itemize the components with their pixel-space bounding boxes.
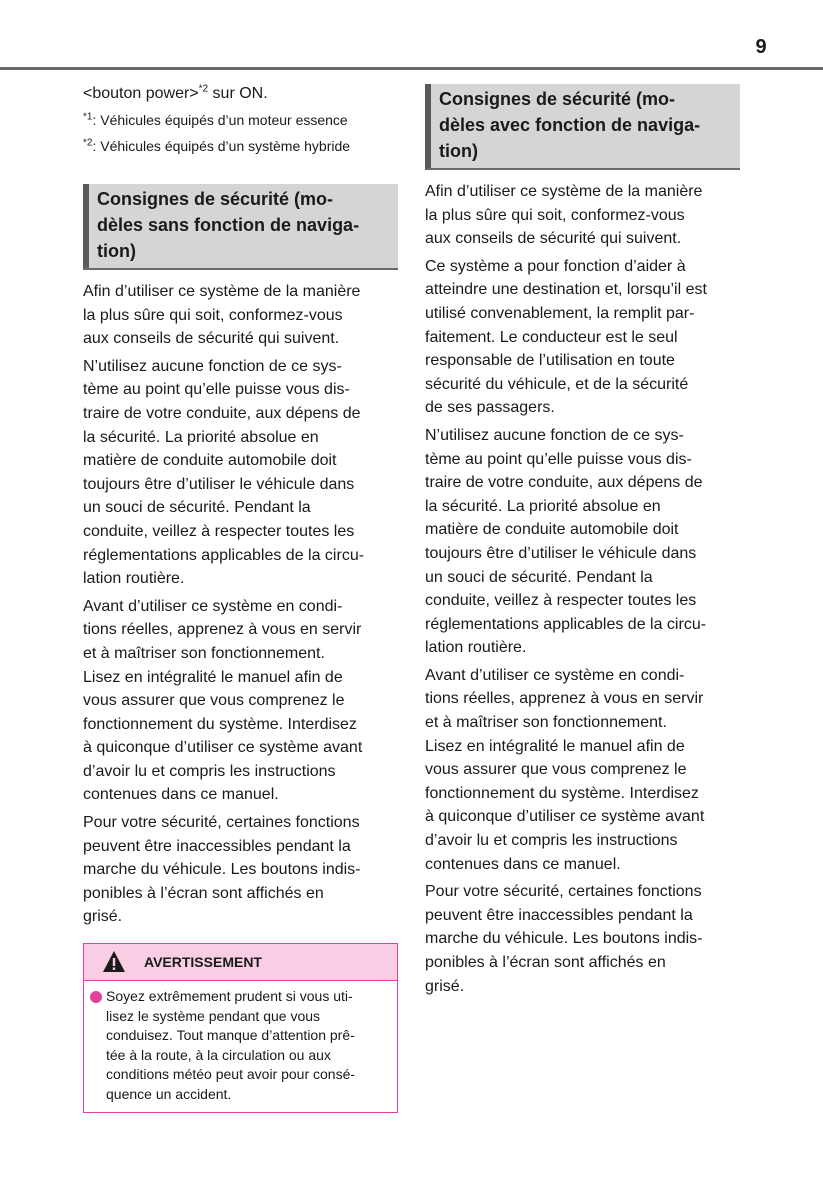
text-line: faitement. Le conducteur est le seul bbox=[425, 328, 678, 346]
text-line: la sécurité. La priorité absolue en bbox=[425, 497, 661, 515]
text-line: Ce système a pour fonction d’aider à bbox=[425, 257, 686, 275]
text-line: lation routière. bbox=[425, 639, 527, 657]
footnote-1-text: : Véhicules équipés d’un moteur essence bbox=[92, 112, 348, 128]
page-number: 9 bbox=[755, 36, 767, 58]
text-line: lisez le système pendant que vous bbox=[106, 1007, 321, 1024]
text-line: tée à la route, à la circulation ou aux bbox=[106, 1046, 331, 1063]
text-line: vous assurer que vous comprenez le bbox=[425, 761, 687, 779]
bullet-icon bbox=[90, 991, 102, 1003]
text-line: matière de conduite automobile doit bbox=[83, 452, 337, 470]
text-line: Pour votre sécurité, certaines fonctions bbox=[83, 814, 360, 832]
text-line: aux conseils de sécurité qui suivent. bbox=[425, 230, 682, 248]
paragraph-disabled-functions bbox=[425, 880, 740, 998]
text-line: aux conseils de sécurité qui suivent. bbox=[83, 330, 340, 348]
text-line: atteindre une destination et, lorsqu’il est bbox=[425, 281, 707, 299]
text-line: contenues dans ce manuel. bbox=[83, 786, 279, 804]
text-line: conditions météo peut avoir pour consé- bbox=[106, 1066, 356, 1083]
text-line: et à maîtriser son fonctionnement. bbox=[425, 714, 667, 732]
intro-suffix: sur ON. bbox=[208, 85, 268, 102]
text-line: ponibles à l’écran sont affichés en bbox=[83, 884, 324, 902]
text-line: traire de votre conduite, aux dépens de bbox=[425, 474, 703, 492]
paragraph-learn-before-use bbox=[425, 664, 740, 876]
paragraph-distraction bbox=[425, 424, 740, 660]
section-heading-with-navigation bbox=[425, 84, 740, 170]
section-heading-without-navigation bbox=[83, 184, 398, 270]
paragraph-system-purpose bbox=[425, 255, 740, 420]
text-line: la plus sûre qui soit, conformez-vous bbox=[83, 306, 343, 324]
warning-header bbox=[84, 944, 397, 981]
text-line: à quiconque d’utiliser ce système avant bbox=[83, 739, 363, 757]
text-line: responsable de l’utilisation en toute bbox=[425, 352, 675, 370]
text-line: un souci de sécurité. Pendant la bbox=[83, 499, 311, 517]
text-line: toujours être d’utiliser le véhicule dans bbox=[83, 475, 355, 493]
text-line: lation routière. bbox=[83, 570, 185, 588]
text-line: d’avoir lu et compris les instructions bbox=[425, 832, 678, 850]
heading-line: dèles avec fonction de naviga- bbox=[439, 115, 701, 135]
warning-box bbox=[83, 943, 398, 1113]
text-line: Avant d’utiliser ce système en condi- bbox=[425, 666, 685, 684]
text-line: tions réelles, apprenez à vous en servir bbox=[83, 621, 362, 639]
text-line: de ses passagers. bbox=[425, 399, 555, 417]
text-line: peuvent être inaccessibles pendant la bbox=[83, 837, 351, 855]
header-rule bbox=[0, 67, 823, 70]
footnote-1 bbox=[83, 110, 398, 130]
text-line: Afin d’utiliser ce système de la manière bbox=[425, 183, 703, 200]
heading-line: tion) bbox=[439, 141, 478, 161]
text-line: Lisez en intégralité le manuel afin de bbox=[83, 668, 343, 686]
footnote-2-mark: *2 bbox=[83, 137, 93, 149]
paragraph-learn-before-use bbox=[83, 595, 398, 807]
text-line: ponibles à l’écran sont affichés en bbox=[425, 954, 666, 971]
right-column bbox=[425, 84, 740, 1002]
intro-prefix: <bouton power> bbox=[83, 85, 199, 102]
warning-triangle-icon bbox=[102, 950, 126, 974]
text-line: matière de conduite automobile doit bbox=[425, 521, 679, 539]
paragraph-intro bbox=[425, 180, 740, 251]
text-line: toujours être d’utiliser le véhicule dans bbox=[425, 544, 697, 562]
text-line: utilisé convenablement, la remplit par- bbox=[425, 304, 695, 322]
paragraph-intro bbox=[83, 280, 398, 351]
text-line: marche du véhicule. Les boutons indis- bbox=[425, 930, 703, 948]
heading-line: Consignes de sécurité (mo- bbox=[439, 89, 676, 109]
text-line: sécurité du véhicule, et de la sécurité bbox=[425, 375, 689, 393]
text-line: N’utilisez aucune fonction de ce sys- bbox=[83, 357, 342, 375]
paragraph-distraction bbox=[83, 355, 398, 591]
text-line: Soyez extrêmement prudent si vous uti- bbox=[106, 988, 353, 1005]
text-line: grisé. bbox=[425, 977, 465, 995]
text-line: réglementations applicables de la circu- bbox=[83, 546, 365, 564]
text-line: la sécurité. La priorité absolue en bbox=[83, 428, 319, 446]
text-line: un souci de sécurité. Pendant la bbox=[425, 568, 653, 586]
paragraph-disabled-functions bbox=[83, 811, 398, 929]
text-line: N’utilisez aucune fonction de ce sys- bbox=[425, 426, 684, 444]
text-line: la plus sûre qui soit, conformez-vous bbox=[425, 206, 685, 224]
text-line: quence un accident. bbox=[106, 1085, 232, 1102]
text-line: conduite, veillez à respecter toutes les bbox=[425, 592, 697, 610]
text-line: conduite, veillez à respecter toutes les bbox=[83, 522, 355, 540]
heading-line: dèles sans fonction de naviga- bbox=[97, 215, 360, 235]
footnote-1-mark: *1 bbox=[83, 111, 93, 123]
text-line: tions réelles, apprenez à vous en servir bbox=[425, 690, 704, 708]
intro-superscript: *2 bbox=[198, 83, 209, 95]
text-line: contenues dans ce manuel. bbox=[425, 855, 621, 873]
text-line: d’avoir lu et compris les instructions bbox=[83, 762, 336, 780]
text-line: Afin d’utiliser ce système de la manière bbox=[83, 283, 361, 300]
text-line: grisé. bbox=[83, 908, 123, 926]
intro-line bbox=[83, 82, 398, 106]
warning-text bbox=[106, 987, 387, 1104]
footnote-2 bbox=[83, 136, 398, 156]
text-line: peuvent être inaccessibles pendant la bbox=[425, 906, 693, 924]
text-line: fonctionnement du système. Interdisez bbox=[83, 715, 357, 733]
text-line: vous assurer que vous comprenez le bbox=[83, 692, 345, 710]
text-line: Lisez en intégralité le manuel afin de bbox=[425, 737, 685, 755]
text-line: marche du véhicule. Les boutons indis- bbox=[83, 861, 361, 879]
footnote-2-text: : Véhicules équipés d’un système hybride bbox=[92, 138, 351, 154]
text-line: Avant d’utiliser ce système en condi- bbox=[83, 597, 343, 615]
text-line: conduisez. Tout manque d’attention prê- bbox=[106, 1027, 355, 1044]
text-line: réglementations applicables de la circu- bbox=[425, 615, 707, 633]
text-line: traire de votre conduite, aux dépens de bbox=[83, 404, 361, 422]
warning-title: AVERTISSEMENT bbox=[144, 954, 262, 971]
warning-body bbox=[84, 981, 397, 1112]
text-line: tème au point qu’elle puisse vous dis- bbox=[83, 381, 350, 399]
text-line: et à maîtriser son fonctionnement. bbox=[83, 644, 325, 662]
heading-line: tion) bbox=[97, 241, 136, 261]
text-line: fonctionnement du système. Interdisez bbox=[425, 784, 699, 802]
text-line: tème au point qu’elle puisse vous dis- bbox=[425, 450, 692, 468]
text-line: à quiconque d’utiliser ce système avant bbox=[425, 808, 705, 826]
left-column bbox=[83, 82, 398, 1113]
text-line: Pour votre sécurité, certaines fonctions bbox=[425, 883, 702, 901]
heading-line: Consignes de sécurité (mo- bbox=[97, 189, 334, 209]
